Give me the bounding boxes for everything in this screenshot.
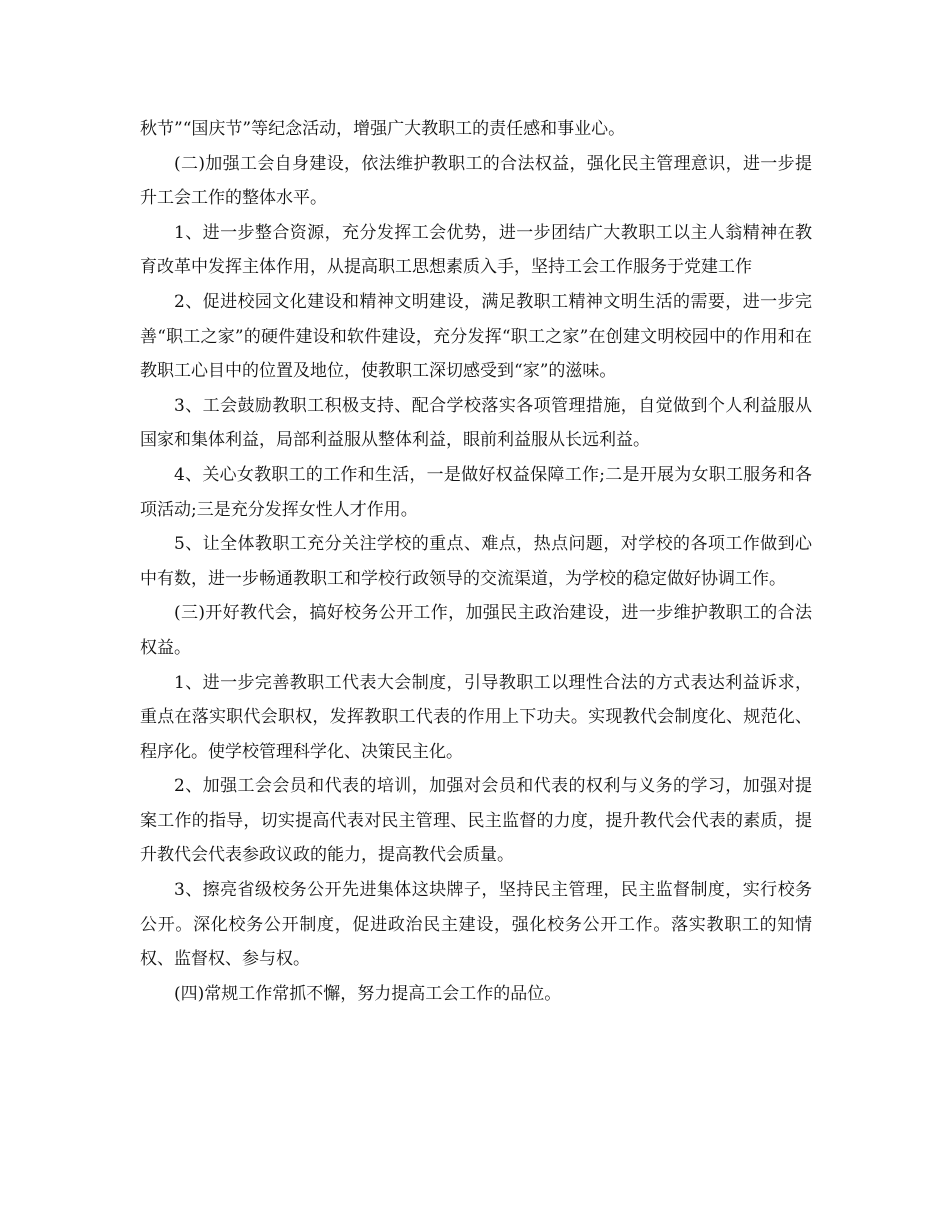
- list-item-3-1: 1、进一步完善教职工代表大会制度，引导教职工以理性合法的方式表达利益诉求，重点在落实职代会职权，发挥教职工代表的作用上下功夫。实现教代会制度化、规范化、程序化。使学校管理科学化、决策民主化。: [140, 672, 812, 762]
- list-item-2-3: 3、工会鼓励教职工积极支持、配合学校落实各项管理措施，自觉做到个人利益服从国家和集体利益，局部利益服从整体利益，眼前利益服从长远利益。: [140, 395, 812, 451]
- list-item-2-2: 2、促进校园文化建设和精神文明建设，满足教职工精神文明生活的需要，进一步完善“职工之家”的硬件建设和软件建设，充分发挥“职工之家”在创建文明校园中的作用和在教职工心目中的位置及地位，使教职工深切感受到“家”的滋味。: [140, 291, 812, 382]
- list-item-3-2: 2、加强工会会员和代表的培训，加强对会员和代表的权利与义务的学习，加强对提案工作的指导，切实提高代表对民主管理、民主监督的力度，提升教代会代表的素质，提升教代会代表参政议政的能力，提高教代会质量。: [140, 776, 812, 866]
- list-item-2-1: 1、进一步整合资源，充分发挥工会优势，进一步团结广大教职工以主人翁精神在教育改革中发挥主体作用，从提高职工思想素质入手，坚持工会工作服务于党建工作: [140, 222, 812, 278]
- section-heading-3: (三)开好教代会，搞好校务公开工作，加强民主政治建设，进一步维护教职工的合法权益。: [140, 603, 812, 658]
- section-heading-2: (二)加强工会自身建设，依法维护教职工的合法权益，强化民主管理意识，进一步提升工会工作的整体水平。: [140, 153, 812, 209]
- document-body: [140, 112, 812, 1011]
- section-heading-4: (四)常规工作常抓不懈，努力提高工会工作的品位。: [174, 983, 562, 1004]
- list-item-2-5: 5、让全体教职工充分关注学校的重点、难点，热点问题，对学校的各项工作做到心中有数，进一步畅通教职工和学校行政领导的交流渠道，为学校的稳定做好协调工作。: [140, 534, 812, 589]
- list-item-2-4: 4、关心女教职工的工作和生活，一是做好权益保障工作;二是开展为女职工服务和各项活动;三是充分发挥女性人才作用。: [140, 464, 812, 520]
- list-item-3-3: 3、擦亮省级校务公开先进集体这块牌子，坚持民主管理，民主监督制度，实行校务公开。深化校务公开制度，促进政治民主建设，强化校务公开工作。落实教职工的知情权、监督权、参与权。: [140, 880, 812, 970]
- paragraph-continuation: 秋节”“国庆节”等纪念活动，增强广大教职工的责任感和事业心。: [140, 119, 626, 139]
